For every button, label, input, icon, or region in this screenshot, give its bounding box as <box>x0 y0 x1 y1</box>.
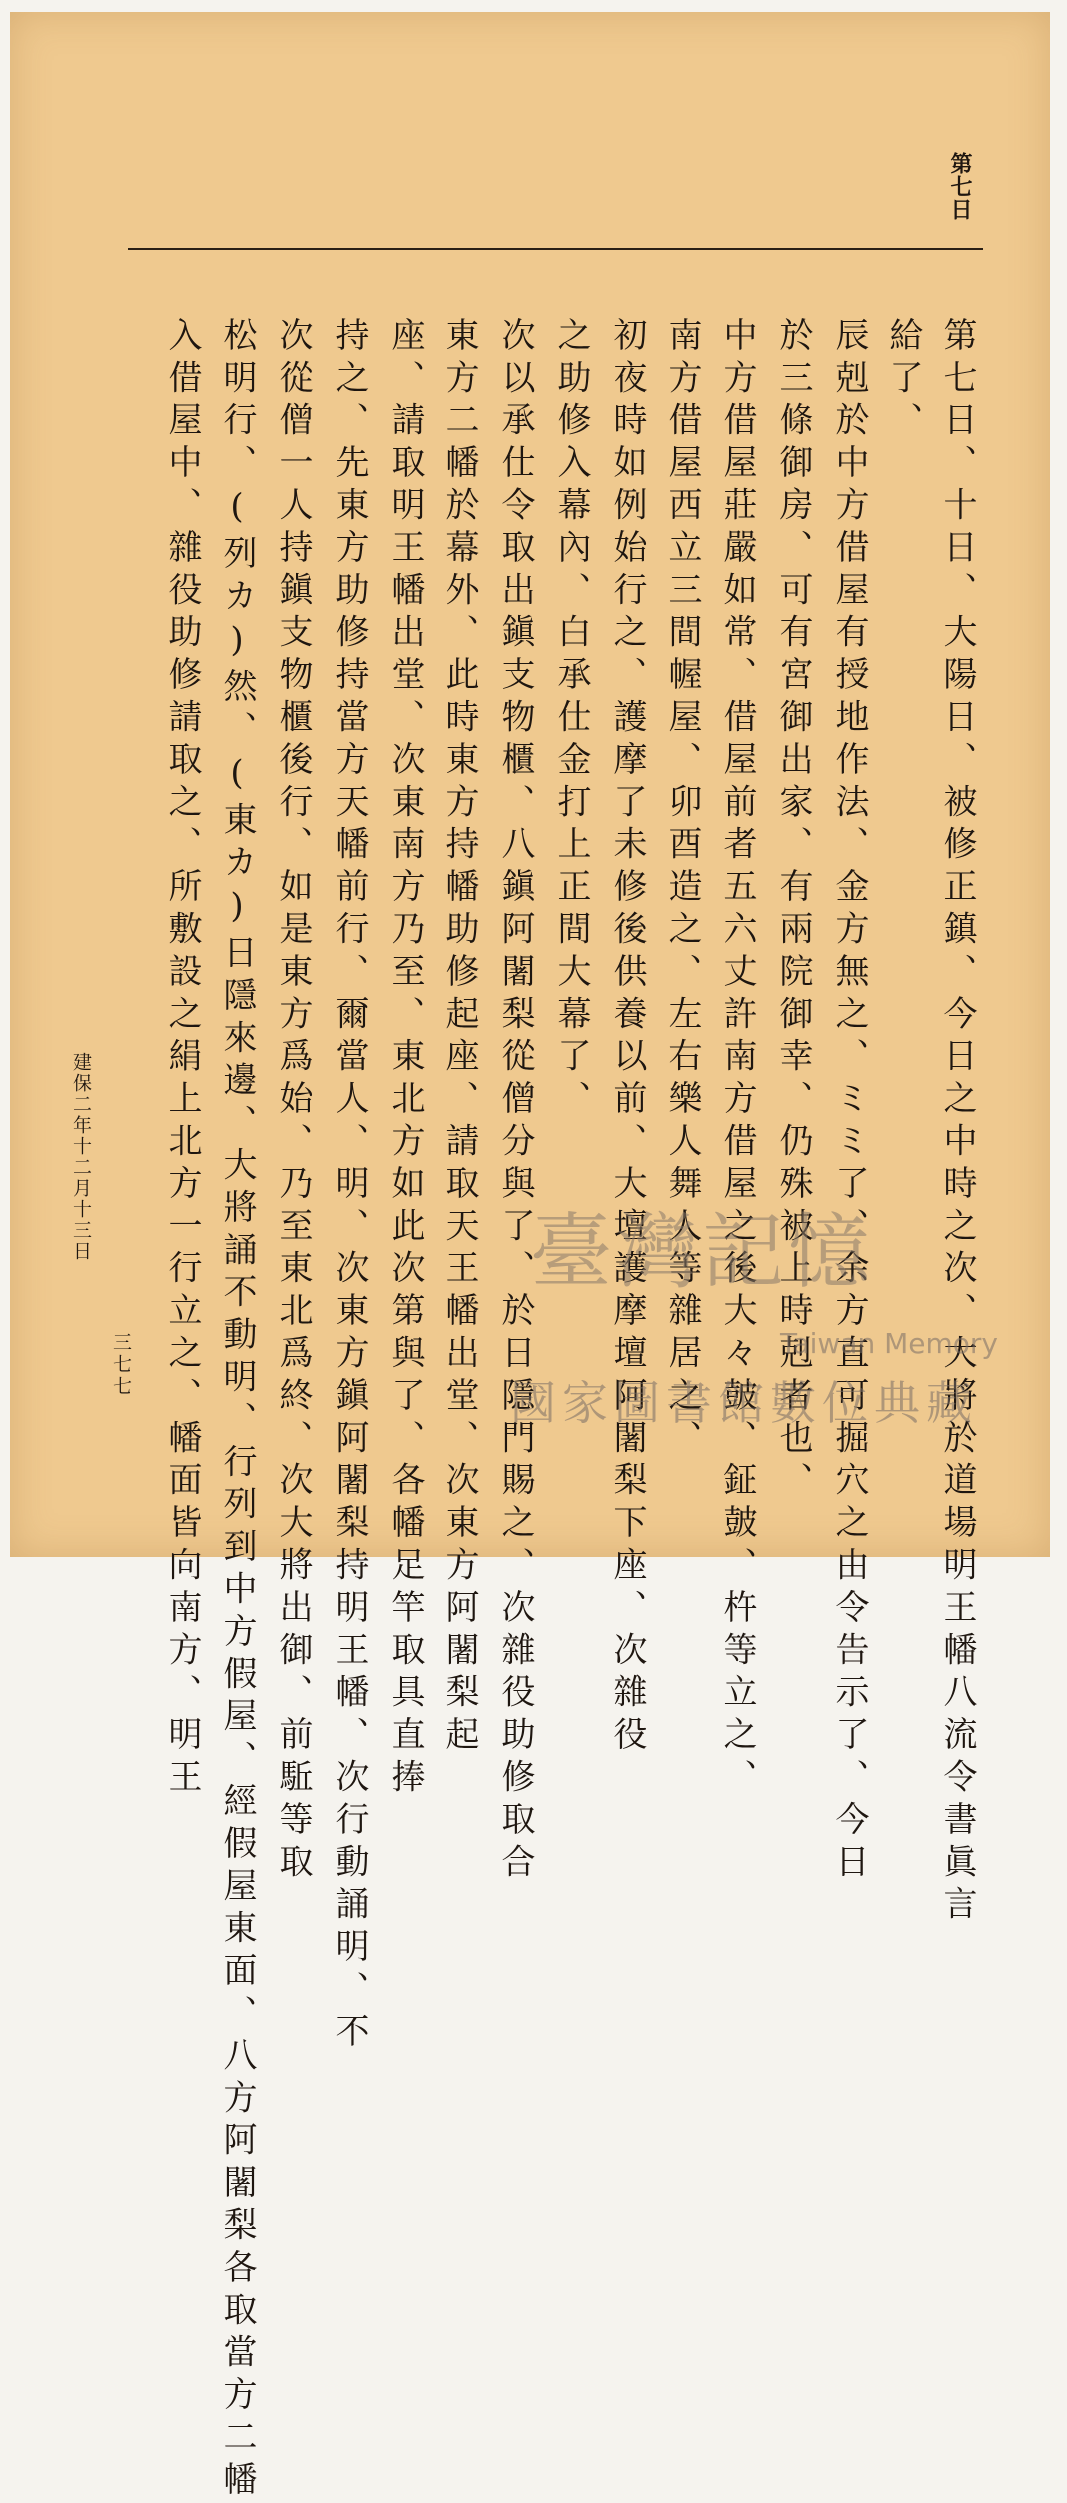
page-number: 三七七 <box>110 1332 132 1398</box>
body-column-2: 給了、 <box>883 317 923 445</box>
watermark-english-text: Taiwan Memory <box>780 1327 998 1360</box>
running-header-title: 第七日 <box>947 152 973 221</box>
body-column-15: 入借屋中、雜役助修請取之、所敷設之絹上北方一行立之、幡面皆向南方、明王 <box>162 317 202 1801</box>
header-rule <box>128 248 983 250</box>
body-column-11: 座、請取明王幡出堂、次東南方乃至、東北方如此次第與了、各幡足竿取具直捧 <box>385 317 425 1801</box>
body-column-10: 東方二幡於幕外、此時東方持幡助修起座、請取天王幡出堂、次東方阿闍梨起 <box>439 317 479 1759</box>
body-column-4: 於三條御房、可有宮御出家、有兩院御幸、仍殊被上時剋者也、 <box>773 317 813 1505</box>
body-column-7: 初夜時如例始行之、護摩了未修後供養以前、大壇護摩壇阿闍梨下座、次雜役 <box>607 317 647 1759</box>
body-column-3: 辰剋於中方借屋有授地作法、金方無之、ミミ了、余方直可掘穴之由令告示了、今日 <box>829 317 869 1886</box>
body-column-14: 松明行、(列カ)然、(東カ)日隱來邊、大將誦不動明、行列到中方假屋、經假屋東面、八方阿闍梨各取當方二幡 <box>217 317 257 2503</box>
body-column-13: 次從僧一人持鎭支物櫃後行、如是東方爲始、乃至東北爲終、次大將出御、前駈等取 <box>273 317 313 1886</box>
body-column-6: 南方借屋西立三間幄屋、卯酉造之、左右樂人舞人等雜居之、 <box>662 317 702 1462</box>
body-column-8: 之助修入幕內、白承仕金打上正間大幕了、 <box>551 317 591 1123</box>
body-column-9: 次以承仕令取出鎭支物櫃、八鎭阿闍梨從僧分與了、於日隱門賜之、次雜役助修取合 <box>495 317 535 1886</box>
footer-date: 建保二年十二月十三日 <box>70 1052 92 1262</box>
watermark-main-text: 臺灣記憶 <box>530 1205 875 1300</box>
document-page <box>10 12 1050 2503</box>
watermark-chinese-text: 國家圖書館數位典藏 <box>510 1376 978 1430</box>
body-column-5: 中方借屋莊嚴如常、借屋前者五六丈許南方借屋之後大々皷、鉦皷、杵等立之、 <box>717 317 757 1801</box>
body-column-1: 第七日、十日、大陽日、被修正鎮、今日之中時之次、大將於道場明王幡八流令書眞言 <box>937 317 977 1929</box>
body-column-12: 持之、先東方助修持當方天幡前行、爾當人、明、次東方鎭阿闍梨持明王幡、次行動誦明、不 <box>329 317 369 2056</box>
